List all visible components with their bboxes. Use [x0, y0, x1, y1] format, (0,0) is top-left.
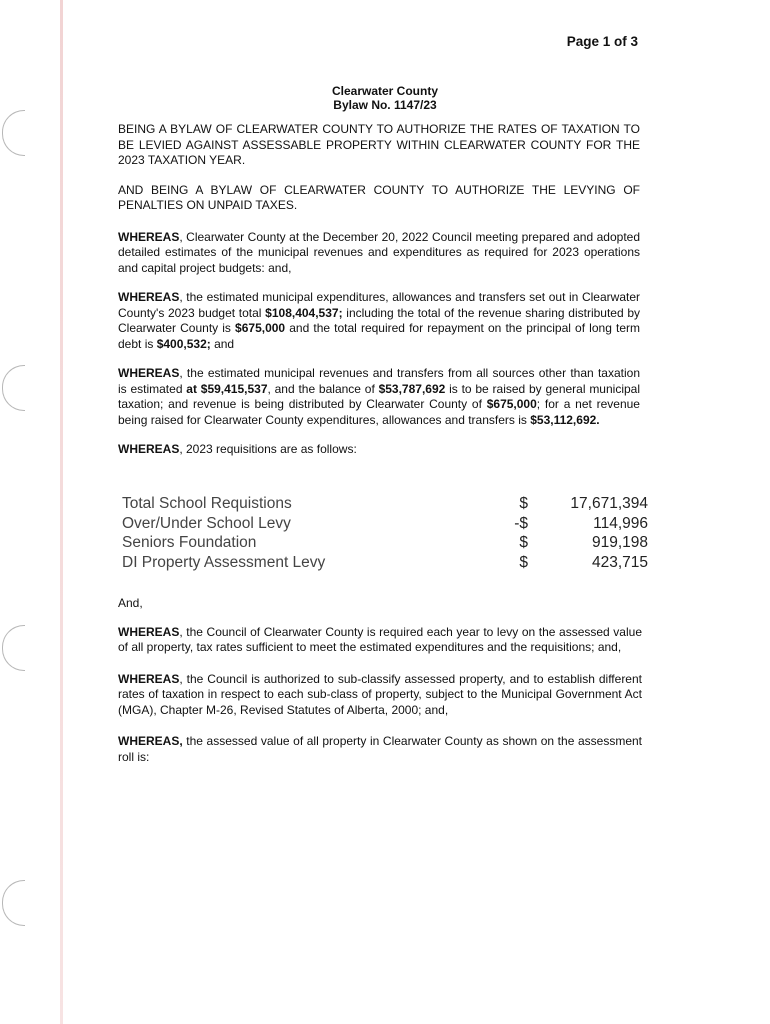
- requisition-currency: -$: [514, 514, 528, 532]
- page-edge: [60, 0, 63, 1024]
- requisition-label: Total School Requistions: [122, 495, 292, 512]
- punch-hole-mark: [2, 880, 25, 926]
- whereas-paragraph-5: WHEREAS, the Council of Clearwater County is required each year to levy on the assessed value of all property, tax rates sufficient to meet the estimated expenditures and the requisitions; and,: [118, 624, 642, 654]
- whereas-paragraph-3: WHEREAS, the estimated municipal revenues and transfers from all sources other than taxation is estimated at $59,415,537, and the balance of $53,787,692 is to be raised by general municipal taxation; and revenue is being distributed by Clearwater County of $675,000; for a net revenue being raised for Clearwater County expenditures, allowances and transfers is $53,112,692.: [118, 366, 641, 427]
- table-row: [122, 514, 648, 534]
- amount: $675,000: [235, 321, 286, 335]
- document-body-continued: [118, 596, 642, 781]
- requisition-label: DI Property Assessment Levy: [122, 553, 326, 571]
- amount: at $59,415,537: [186, 381, 268, 396]
- whereas-keyword: WHEREAS,: [118, 734, 183, 748]
- punch-hole-mark: [2, 110, 25, 156]
- requisitions-table: [122, 494, 648, 572]
- whereas-keyword: WHEREAS: [118, 366, 180, 380]
- county-name: Clearwater County: [331, 84, 439, 98]
- amount: $108,404,537;: [265, 305, 343, 320]
- bylaw-number: Bylaw No. 1147/23: [333, 98, 437, 112]
- whereas-keyword: WHEREAS: [118, 229, 180, 244]
- whereas-paragraph-1: WHEREAS, Clearwater County at the December 20, 2022 Council meeting prepared and adopted detailed estimates of the municipal revenues and expenditures as required for 2023 operations and capital project budgets: and,: [118, 229, 640, 275]
- whereas-paragraph-6: WHEREAS, the Council is authorized to sub-classify assessed property, and to establish different rates of taxation in respect to each sub-class of property, subject to the Municipal Government Act (MGA), Chapter M-26, Revised Statutes of Alberta, 2000; and,: [118, 671, 642, 717]
- amount: $400,532;: [156, 336, 211, 351]
- whereas-paragraph-2: WHEREAS, the estimated municipal expenditures, allowances and transfers set out in Clearwater County's 2023 budget total $108,404,537; including the total of the revenue sharing distributed by Clearwater County is $675,000 and the total required for repayment on the principal of long term debt is $400,532; and: [118, 290, 640, 351]
- and-line: And,: [118, 596, 143, 610]
- page-number: Page 1 of 3: [566, 34, 638, 49]
- requisition-currency: $: [519, 553, 528, 571]
- whereas-keyword: WHEREAS: [118, 624, 180, 639]
- amount: $53,112,692.: [530, 412, 600, 427]
- requisition-currency: $: [519, 495, 528, 512]
- amount: $675,000: [486, 397, 537, 411]
- document-heading: [0, 84, 770, 112]
- document-body: [118, 122, 640, 472]
- requisition-label: Seniors Foundation: [122, 534, 257, 551]
- requisition-amount: 423,715: [591, 553, 648, 571]
- whereas-keyword: WHEREAS: [118, 442, 180, 456]
- table-row: [122, 494, 648, 514]
- whereas-keyword: WHEREAS: [118, 290, 180, 304]
- whereas-paragraph-4: WHEREAS, 2023 requisitions are as follows:: [118, 442, 357, 456]
- requisition-amount: 114,996: [593, 514, 648, 532]
- table-row: [122, 533, 648, 553]
- punch-hole-mark: [2, 365, 25, 411]
- whereas-paragraph-7: WHEREAS, the assessed value of all property in Clearwater County as shown on the assessment roll is:: [118, 734, 642, 764]
- punch-hole-mark: [2, 625, 25, 671]
- requisition-currency: $: [519, 534, 528, 551]
- whereas-keyword: WHEREAS: [118, 671, 180, 686]
- table-row: [122, 553, 648, 573]
- amount: $53,787,692: [378, 381, 446, 396]
- requisition-amount: 919,198: [591, 534, 648, 551]
- requisition-amount: 17,671,394: [570, 495, 648, 512]
- requisition-label: Over/Under School Levy: [122, 514, 291, 532]
- intro-paragraph: BEING A BYLAW OF CLEARWATER COUNTY TO AUTHORIZE THE RATES OF TAXATION TO BE LEVIED AGAINST ASSESSABLE PROPERTY WITHIN CLEARWATER COUNTY FOR THE 2023 TAXATION YEAR.: [118, 122, 640, 167]
- penalties-paragraph: AND BEING A BYLAW OF CLEARWATER COUNTY TO AUTHORIZE THE LEVYING OF PENALTIES ON UNPAID TAXES.: [118, 182, 640, 212]
